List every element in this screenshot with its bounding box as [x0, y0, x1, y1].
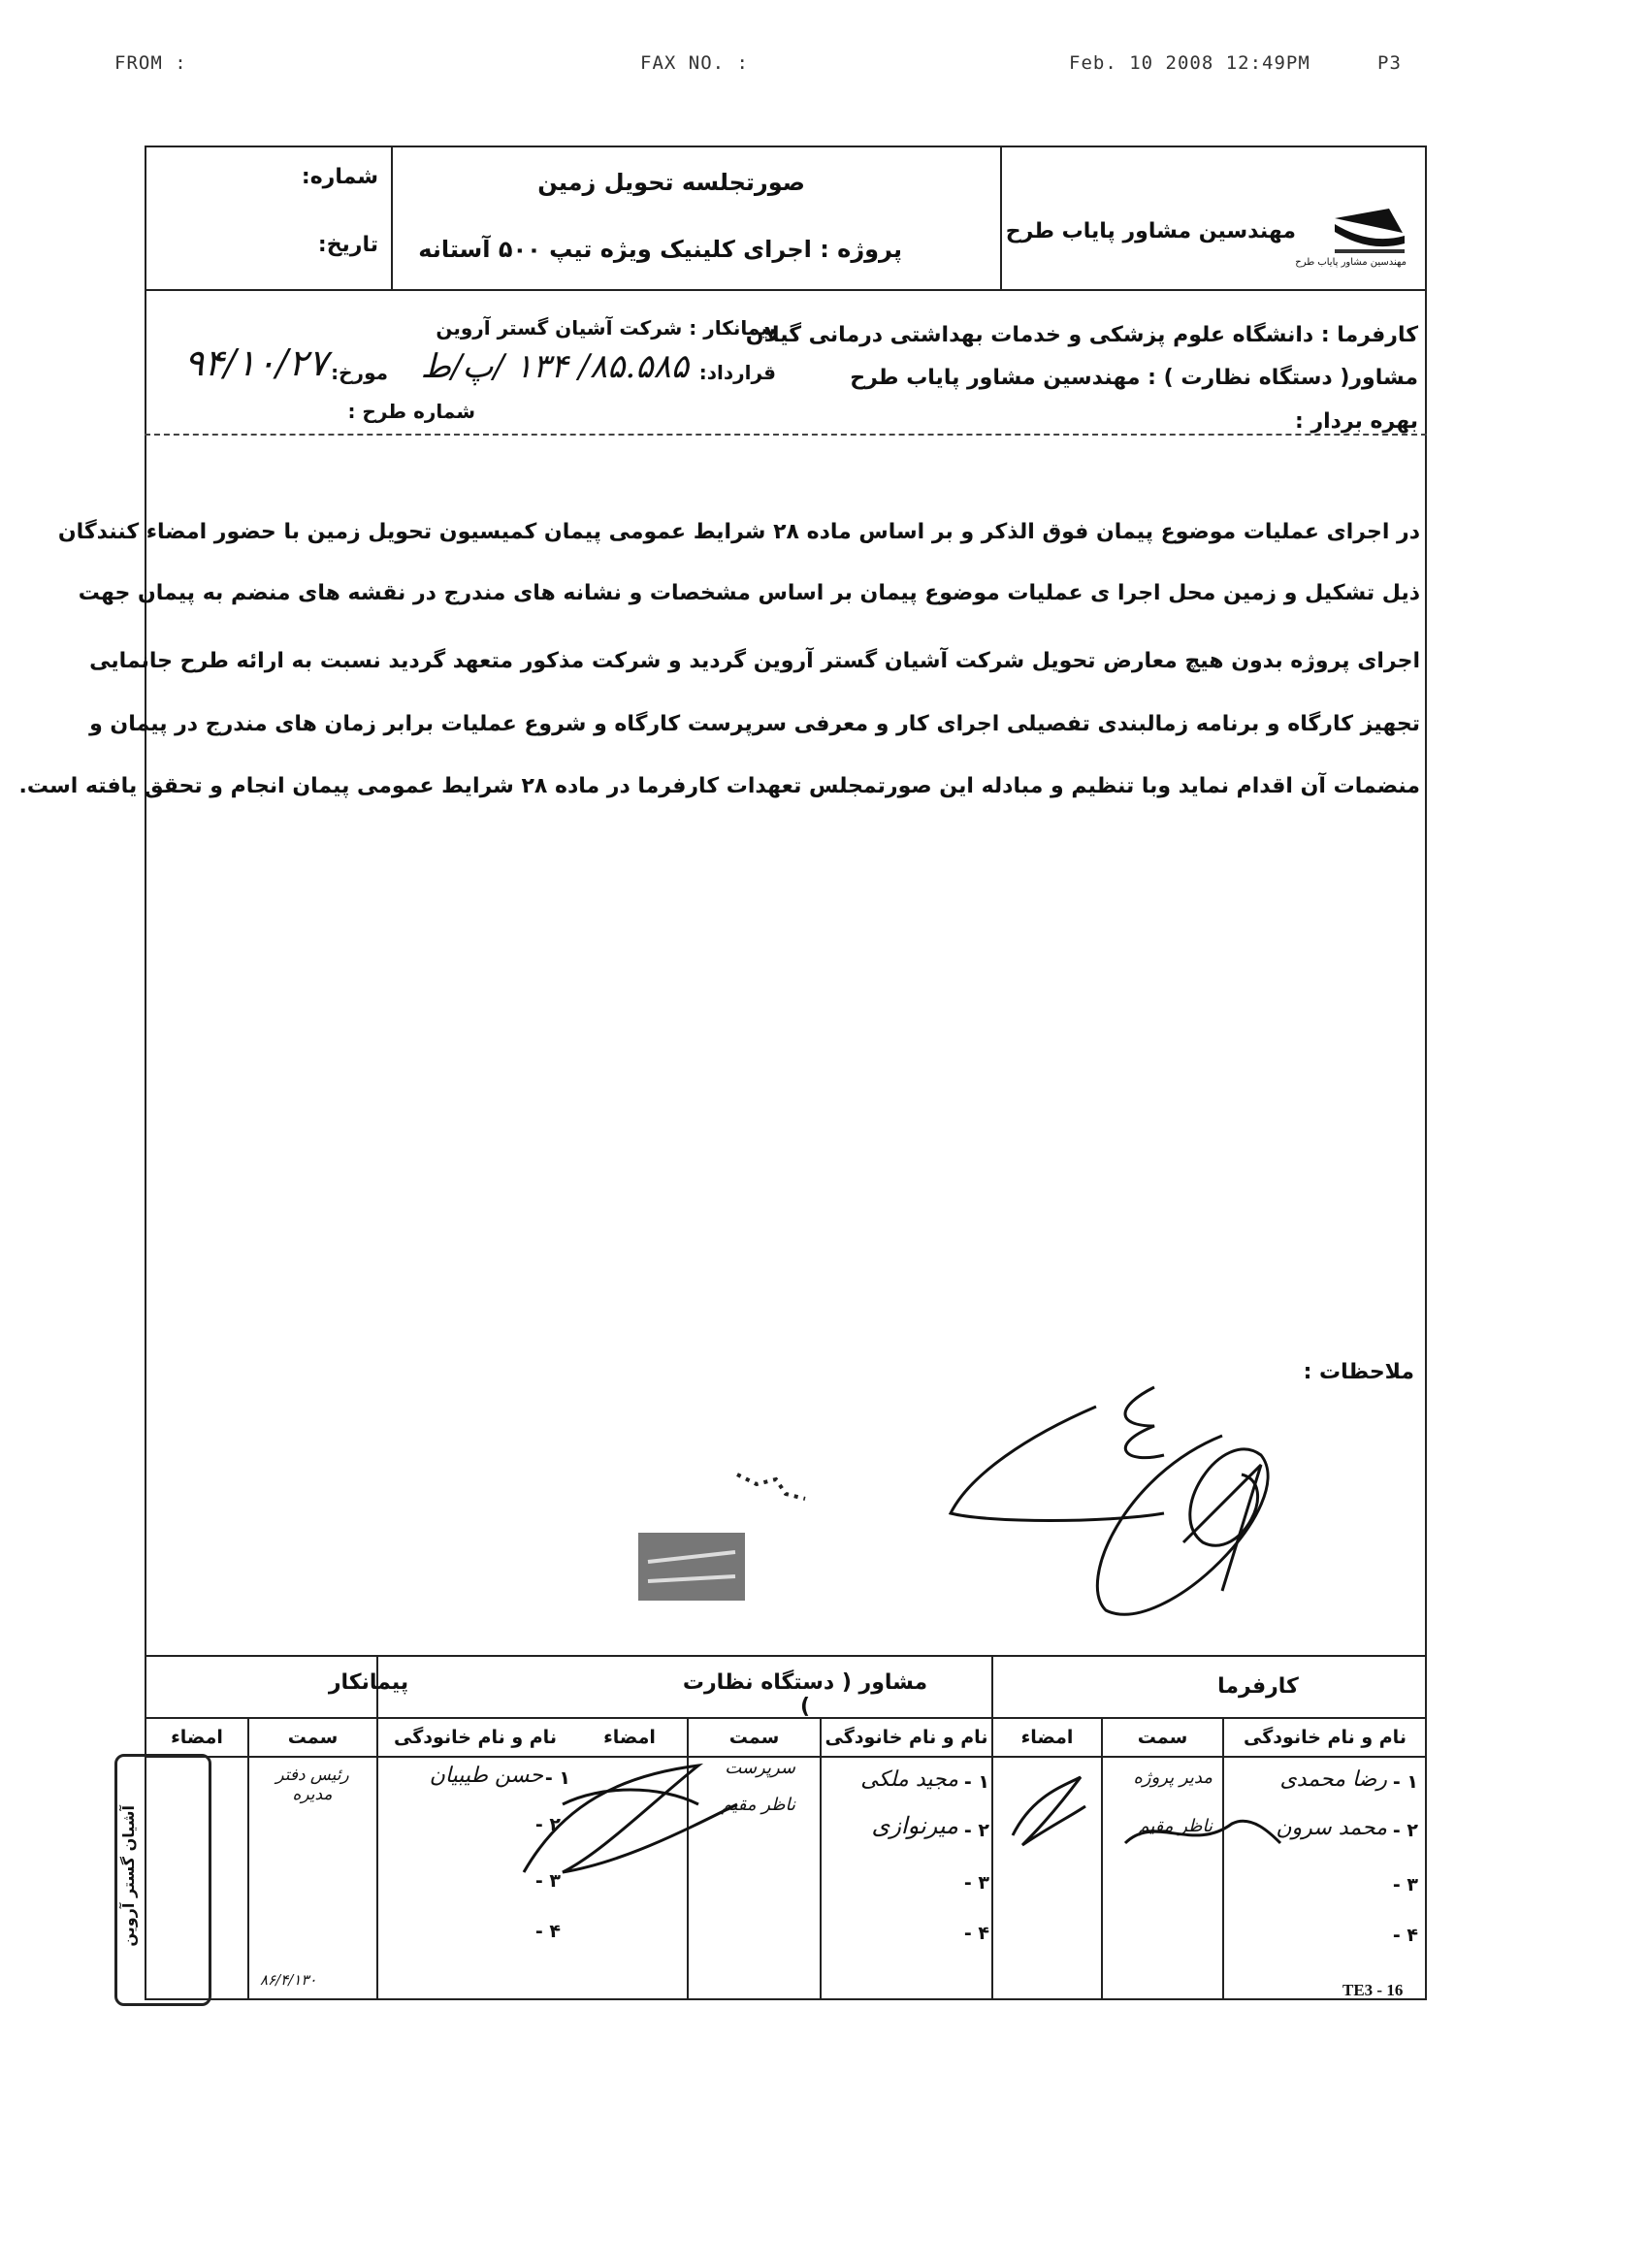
col-divider-c1: [247, 1717, 249, 2000]
ink-smudge: [728, 1455, 824, 1523]
contractor-stamp: [114, 1754, 211, 2006]
supervisor-line: مشاور( دستگاه نظارت ) : مهندسین مشاور پایاب طرح: [850, 366, 1418, 390]
consultant-row-2-role: ناظر مقیم: [721, 1795, 795, 1815]
project-title: پروژه : اجرای کلینیک ویژه تیپ ۵۰۰ آستانه: [418, 236, 902, 263]
consultant-section-title: مشاور ( دستگاه نظارت ): [682, 1670, 928, 1719]
fax-page: P3: [1377, 52, 1402, 74]
logo-caption: مهندسین مشاور پایاب طرح: [1295, 257, 1406, 268]
info-bottom-rule: [145, 434, 1427, 436]
stamp-text: آشیان گستر آروین: [119, 1805, 138, 1947]
contractor-col-sign: امضاء: [171, 1727, 223, 1748]
header-divider-right: [1000, 146, 1002, 291]
stamp-fragment: [629, 1523, 755, 1620]
contractor-row-2-num: ۲ -: [534, 1814, 561, 1835]
form-code: TE3 - 16: [1342, 1981, 1404, 1999]
fax-from: FROM :: [114, 52, 187, 74]
body-line-2: ذیل تشکیل و زمین محل اجرا ی عملیات موضوع پیمان بر اساس مشخصات و نشانه های مندرج در نقشه های منضم به پیمان جهت: [78, 581, 1420, 605]
date-label: تاریخ:: [317, 233, 378, 257]
consultant-col-name: نام و نام خانودگی: [824, 1727, 988, 1748]
contractor-line: پیمانکار : شرکت آشیان گستر آروین: [436, 316, 776, 340]
consultant-row-1-name: مجید ملکی: [860, 1767, 958, 1792]
consultant-row-2-num: ۲ -: [963, 1820, 989, 1841]
body-line-3: اجرای پروژه بدون هیچ معارض تحویل شرکت آشیان گستر آروین گردید و شرکت مذکور متعهد گردید نسبت به ارائه طرح جانمایی: [89, 649, 1420, 673]
employer-row-1-role: مدیر پروژه: [1133, 1767, 1212, 1788]
employer-col-name: نام و نام خانودگی: [1244, 1727, 1406, 1748]
contractor-row-1-num: ۱ -: [544, 1767, 570, 1789]
consultant-col-sign: امضاء: [603, 1727, 656, 1748]
fax-number: FAX NO. :: [640, 52, 749, 74]
col-divider-s2: [820, 1717, 822, 2000]
consultant-row-4-num: ۴ -: [963, 1923, 989, 1944]
consultant-row-3-num: ۳ -: [963, 1872, 989, 1894]
remarks-signature: [931, 1368, 1436, 1649]
dated-value: ۹۴/۱۰/۲۷: [183, 341, 328, 384]
header-bottom-rule: [145, 289, 1427, 291]
consultant-col-role: سمت: [728, 1727, 780, 1748]
company-logo: [1295, 189, 1410, 281]
employer-row-2-name: محمد سرون: [1276, 1816, 1387, 1840]
consultant-row-2-name: میرنوازی: [871, 1812, 958, 1839]
remarks-label: ملاحظات :: [1303, 1360, 1414, 1384]
consultant-signature: [504, 1746, 757, 1892]
employer-row-2-num: ۲ -: [1392, 1820, 1418, 1841]
consultant-name: مهندسین مشاور پایاب طرح: [1005, 219, 1296, 243]
body-line-1: در اجرای عملیات موضوع پیمان فوق الذکر و بر اساس ماده ۲۸ شرایط عمومی پیمان کمیسیون تحویل زمین با حضور امضاء کنندگان: [57, 520, 1420, 544]
body-line-5: منضمات آن اقدام نماید وبا تنظیم و مبادله این صورتمجلس تعهدات کارفرما در ماده ۲۸ شرایط عمومی پیمان انجام و تحقق یافته است.: [18, 774, 1420, 798]
employer-col-role: سمت: [1137, 1727, 1188, 1748]
contractor-row-4-num: ۴ -: [534, 1921, 561, 1942]
employer-col-sign: امضاء: [1020, 1727, 1074, 1748]
body-line-4: تجهیز کارگاه و برنامه زمالبندی تفصیلی اجرای کار و معرفی سرپرست کارگاه و شروع عملیات برابر زمان های مندرج در پیمان و: [89, 712, 1420, 736]
employer-signature-1: [993, 1758, 1100, 1864]
sig-table-top-rule: [145, 1655, 1427, 1657]
employer-line: کارفرما : دانشگاه علوم پزشکی و خدمات بهداشتی درمانی گیلان: [745, 323, 1418, 347]
employer-row-1-name: رضا محمدی: [1279, 1767, 1387, 1792]
number-label: شماره:: [301, 165, 378, 189]
employer-row-1-num: ۱ -: [1392, 1771, 1418, 1793]
contractor-row-3-num: ۳ -: [534, 1870, 561, 1892]
contractor-col-name: نام و نام خانودگی: [394, 1727, 557, 1748]
contractor-col-role: سمت: [287, 1727, 339, 1748]
employer-row-4-num: ۴ -: [1392, 1925, 1418, 1946]
sig-divider-contractor: [376, 1655, 378, 2000]
footer-handwritten-date: ۸۶/۴/۱۳۰: [260, 1971, 317, 1989]
consultant-row-1-role: سرپرست: [725, 1758, 795, 1778]
doc-title: صورتجلسه تحویل زمین: [537, 169, 805, 196]
fax-datetime: Feb. 10 2008 12:49PM: [1069, 52, 1310, 74]
contract-number: ۸۵.۵۸۵/ ۱۳۴ /پ/ط: [420, 347, 689, 386]
employer-signature-2: [1116, 1804, 1290, 1863]
contractor-row-1-role: رئیس دفتر مدیره: [275, 1766, 349, 1804]
employer-row-3-num: ۳ -: [1392, 1874, 1418, 1895]
dated-label: مورخ:: [331, 361, 388, 384]
contractor-section-title: پیمانکار: [328, 1670, 409, 1695]
contractor-row-1-name: حسن طیبیان: [429, 1764, 543, 1788]
contract-label: قرارداد:: [698, 361, 776, 384]
operator-line: بهره بردار :: [1294, 409, 1418, 434]
col-divider-e1: [1101, 1717, 1103, 2000]
plan-number-label: شماره طرح :: [347, 400, 475, 423]
header-divider-left: [391, 146, 393, 291]
consultant-row-1-num: ۱ -: [963, 1771, 989, 1793]
employer-row-2-role: ناظر مقیم: [1138, 1816, 1212, 1836]
employer-section-title: کارفرما: [1217, 1674, 1299, 1699]
